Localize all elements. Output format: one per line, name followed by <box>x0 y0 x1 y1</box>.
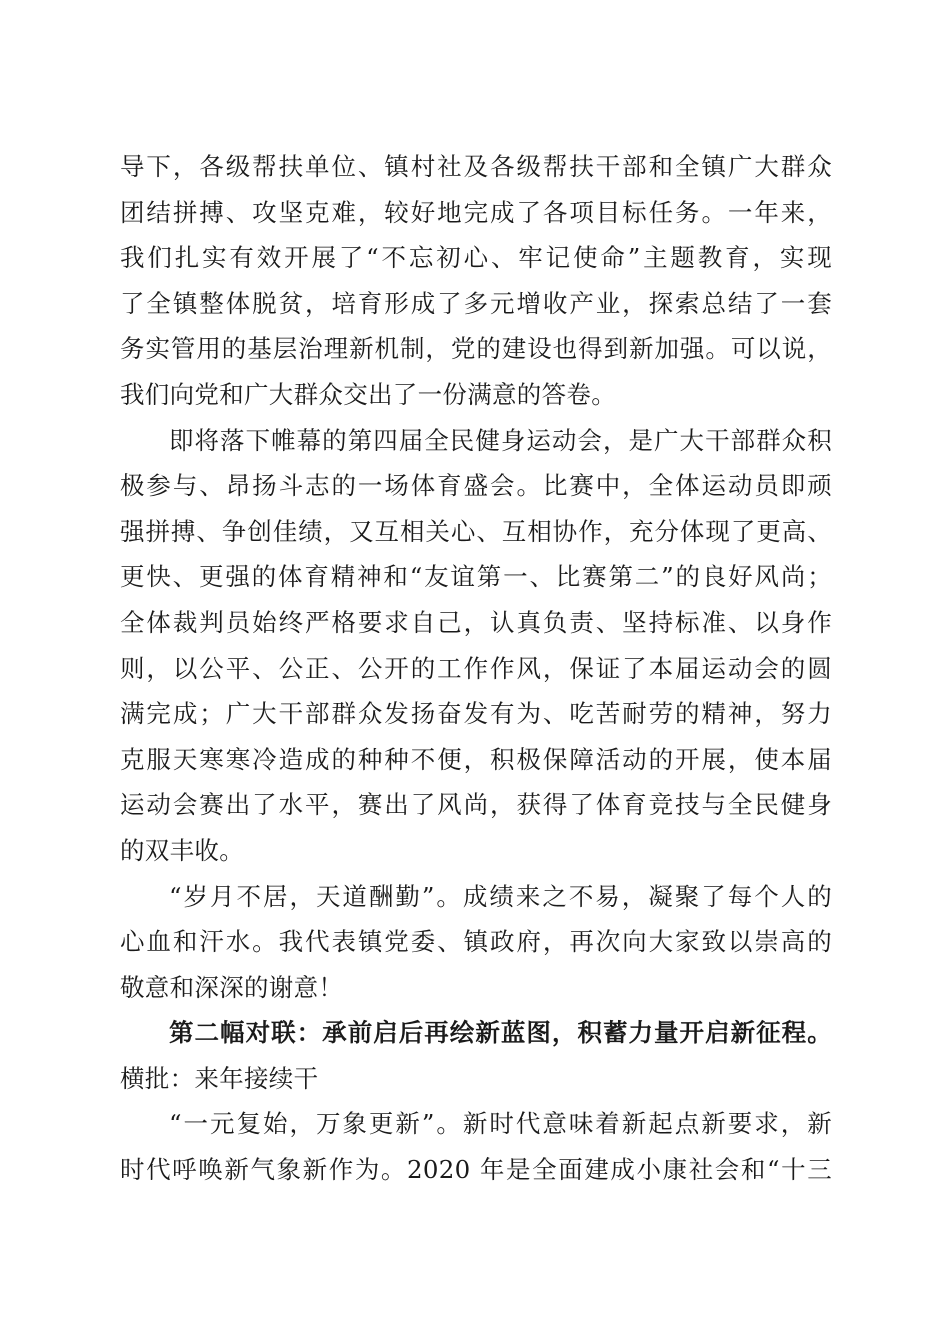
text-line: 全体裁判员始终严格要求自己，认真负责、坚持标准、以身作 <box>120 607 832 637</box>
text-line: 敬意和深深的谢意！ <box>120 972 344 1002</box>
text-line: 我们向党和广大群众交出了一份满意的答卷。 <box>120 379 616 409</box>
text-line: 心血和汗水。我代表镇党委、镇政府，再次向大家致以崇高的 <box>120 927 832 957</box>
text-line: 时代呼唤新气象新作为。2020 年是全面建成小康社会和“十三 <box>120 1155 832 1185</box>
text-line: 即将落下帷幕的第四届全民健身运动会，是广大干部群众积 <box>169 425 832 455</box>
text-line: 团结拼搏、攻坚克难，较好地完成了各项目标任务。一年来， <box>120 197 832 227</box>
text-line: 满完成；广大干部群众发扬奋发有为、吃苦耐劳的精神，努力 <box>120 699 832 729</box>
text-line: 强拼搏、争创佳绩，又互相关心、互相协作，充分体现了更高、 <box>120 516 832 546</box>
text-line: 导下，各级帮扶单位、镇村社及各级帮扶干部和全镇广大群众 <box>120 152 832 181</box>
text-line: 横批：来年接续干 <box>120 1063 319 1093</box>
text-line: 则，以公平、公正、公开的工作作风，保证了本届运动会的圆 <box>120 653 832 683</box>
document-body <box>120 144 832 1193</box>
text-line: 的双丰收。 <box>120 835 244 865</box>
text-line: 克服天寒寒冷造成的种种不便，积极保障活动的开展，使本届 <box>120 744 832 774</box>
text-line: 更快、更强的体育精神和“友谊第一、比赛第二”的良好风尚； <box>120 562 832 592</box>
text-line: 了全镇整体脱贫，培育形成了多元增收产业，探索总结了一套 <box>120 288 832 318</box>
text-line: 我们扎实有效开展了“不忘初心、牢记使命”主题教育，实现 <box>120 243 832 273</box>
text-line: “岁月不居，天道酬勤”。成绩来之不易，凝聚了每个人的 <box>169 881 832 911</box>
text-line: “一元复始，万象更新”。新时代意味着新起点新要求，新 <box>169 1109 832 1139</box>
text-line: 运动会赛出了水平，赛出了风尚，获得了体育竞技与全民健身 <box>120 790 832 820</box>
text-line: 务实管用的基层治理新机制，党的建设也得到新加强。可以说， <box>120 334 832 364</box>
text-line: 极参与、昂扬斗志的一场体育盛会。比赛中，全体运动员即顽 <box>120 471 832 501</box>
text-line: 第二幅对联：承前启后再绘新蓝图，积蓄力量开启新征程。 <box>169 1018 832 1048</box>
